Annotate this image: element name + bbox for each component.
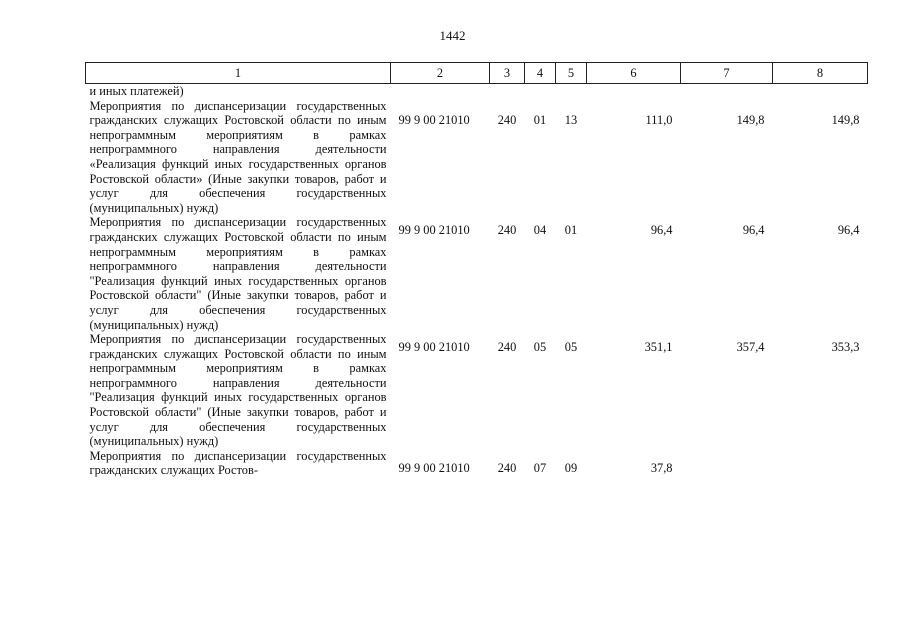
- row-col6: 111,0: [645, 112, 673, 127]
- column-header-5: 5: [556, 63, 587, 84]
- row-col3: 240: [497, 223, 517, 238]
- column-header-6: 6: [587, 63, 681, 84]
- row-col7: 96,4: [742, 223, 765, 238]
- table-row: [86, 215, 868, 332]
- row-col4: 07: [533, 460, 547, 475]
- continuation-text: и иных платежей): [89, 84, 184, 98]
- row-col7: [681, 449, 773, 478]
- budget-table: [85, 62, 868, 478]
- row-col6: 351,1: [644, 340, 673, 355]
- column-header-2: 2: [391, 63, 490, 84]
- row-col5: 13: [564, 112, 578, 127]
- row-col6: 96,4: [650, 223, 673, 238]
- row-col8: [773, 449, 868, 478]
- row-col7: 149,8: [736, 112, 765, 127]
- row-col3: 240: [497, 460, 517, 475]
- page-number: 1442: [439, 28, 466, 43]
- row-code: 99 9 00 21010: [398, 460, 470, 475]
- row-col5: 01: [564, 223, 578, 238]
- row-col5: 09: [564, 460, 578, 475]
- table-row: [86, 332, 868, 449]
- row-code: 99 9 00 21010: [398, 340, 470, 355]
- column-header-8: 8: [773, 63, 868, 84]
- table-row: [86, 449, 868, 478]
- row-col7: 357,4: [736, 340, 765, 355]
- row-col5: 05: [564, 340, 578, 355]
- row-code: 99 9 00 21010: [398, 112, 470, 127]
- row-description: Мероприятия по диспансеризации государственных гражданских служащих Ростовской области по иным непрограммным мероприятиям в рамках непрограммного направления деятельности "Реализация функций иных государственных органов Ростовской области" (Иные закупки товаров, работ и услуг для обеспечения государственных (муниципальных) нужд): [89, 215, 387, 332]
- row-code: 99 9 00 21010: [398, 223, 470, 238]
- column-header-row: [86, 63, 868, 84]
- row-col8: 353,3: [831, 340, 860, 355]
- column-header-3: 3: [490, 63, 525, 84]
- column-header-7: 7: [681, 63, 773, 84]
- column-header-1: 1: [86, 63, 391, 84]
- row-col8: 96,4: [837, 223, 860, 238]
- row-col8: 149,8: [831, 112, 860, 127]
- column-header-4: 4: [525, 63, 556, 84]
- continuation-row: [86, 84, 868, 99]
- row-col3: 240: [497, 112, 517, 127]
- row-description: Мероприятия по диспансеризации государственных гражданских служащих Ростов-: [89, 448, 387, 478]
- row-description: Мероприятия по диспансеризации государственных гражданских служащих Ростовской области по иным непрограммным мероприятиям в рамках непрограммного направления деятельности «Реализация функций иных государственных органов Ростовской области» (Иные закупки товаров, работ и услуг для обеспечения государственных (муниципальных) нужд): [89, 98, 387, 215]
- row-col3: 240: [497, 340, 517, 355]
- table-row: [86, 99, 868, 216]
- row-description: Мероприятия по диспансеризации государственных гражданских служащих Ростовской области по иным непрограммным мероприятиям в рамках непрограммного направления деятельности "Реализация функций иных государственных органов Ростовской области" (Иные закупки товаров, работ и услуг для обеспечения государственных (муниципальных) нужд): [89, 332, 387, 449]
- row-col4: 04: [533, 223, 547, 238]
- row-col6: 37,8: [650, 460, 673, 475]
- row-col4: 05: [533, 340, 547, 355]
- row-col4: 01: [533, 112, 547, 127]
